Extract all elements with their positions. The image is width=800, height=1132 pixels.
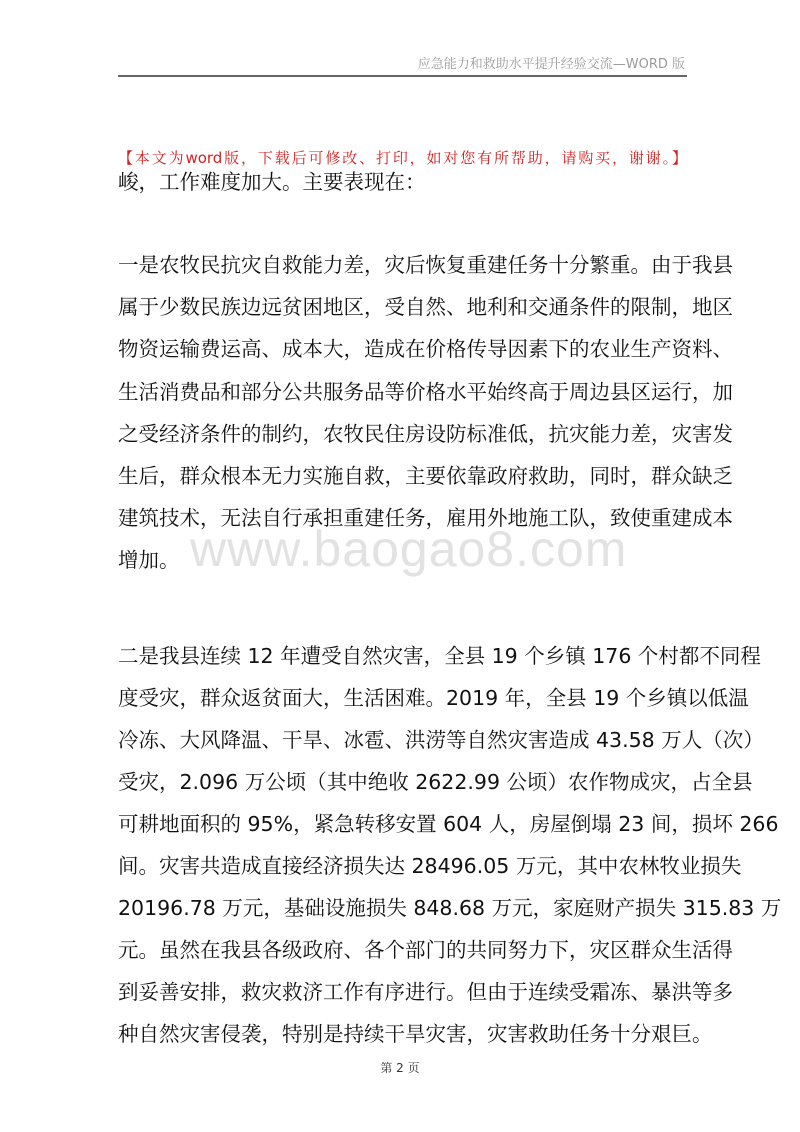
para1-line: 生活消费品和部分公共服务品等价格水平始终高于周边县区运行，加 bbox=[118, 379, 733, 404]
intro-line: 峻，工作难度加大。主要表现在： bbox=[118, 170, 426, 194]
para2-line: 20196.78 万元，基础设施损失 848.68 万元，家庭财产损失 315.83 万 bbox=[118, 896, 782, 920]
para1-line: 物资运输费运高、成本大，造成在价格传导因素下的农业生产资料、 bbox=[118, 337, 733, 362]
para2-line: 度受灾，群众返贫面大，生活困难。2019 年，全县 19 个乡镇以低温 bbox=[118, 686, 749, 710]
para2-line: 到妥善安排，救灾救济工作有序进行。但由于连续受霜冻、暴洪等多 bbox=[118, 980, 733, 1004]
watermark: www.baogao8.com bbox=[190, 521, 628, 577]
para2-line: 间。灾害共造成直接经济损失达 28496.05 万元，其中农林牧业损失 bbox=[118, 854, 742, 878]
para1-line: 属于少数民族边远贫困地区，受自然、地利和交通条件的限制，地区 bbox=[118, 295, 733, 320]
header-divider bbox=[118, 75, 687, 77]
para2-line: 受灾，2.096 万公顷（其中绝收 2622.99 公顷）农作物成灾，占全县 bbox=[118, 770, 753, 794]
para1-line: 一是农牧民抗灾自救能力差，灾后恢复重建任务十分繁重。由于我县 bbox=[118, 253, 733, 277]
para2-line: 种自然灾害侵袭，特别是持续干旱灾害，灾害救助任务十分艰巨。 bbox=[118, 1022, 713, 1046]
page-number: 第 2 页 bbox=[380, 1061, 420, 1075]
para1-line: 之受经济条件的制约，农牧民住房设防标准低，抗灾能力差，灾害发 bbox=[118, 421, 733, 446]
para1-line: 生后，群众根本无力实施自救，主要依靠政府救助，同时，群众缺乏 bbox=[118, 464, 733, 488]
para2-line: 冷冻、大风降温、干旱、冰雹、洪涝等自然灾害造成 43.58 万人（次） bbox=[118, 728, 764, 752]
page-header-title: 应急能力和救助水平提升经验交流—WORD 版 bbox=[417, 57, 685, 72]
para1-line: 建筑技术，无法自行承担重建任务，雇用外地施工队，致使重建成本 bbox=[118, 506, 733, 531]
para2-line: 二是我县连续 12 年遭受自然灾害，全县 19 个乡镇 176 个村都不同程 bbox=[118, 644, 761, 668]
para1-line: 增加。 bbox=[118, 548, 180, 573]
para2-line: 可耕地面积的 95%，紧急转移安置 604 人，房屋倒塌 23 间，损坏 266 bbox=[118, 812, 779, 836]
purchase-notice: 【本文为word版，下载后可修改、打印，如对您有所帮助，请购买，谢谢。】 bbox=[118, 149, 687, 167]
para2-line: 元。虽然在我县各级政府、各个部门的共同努力下，灾区群众生活得 bbox=[118, 938, 733, 962]
